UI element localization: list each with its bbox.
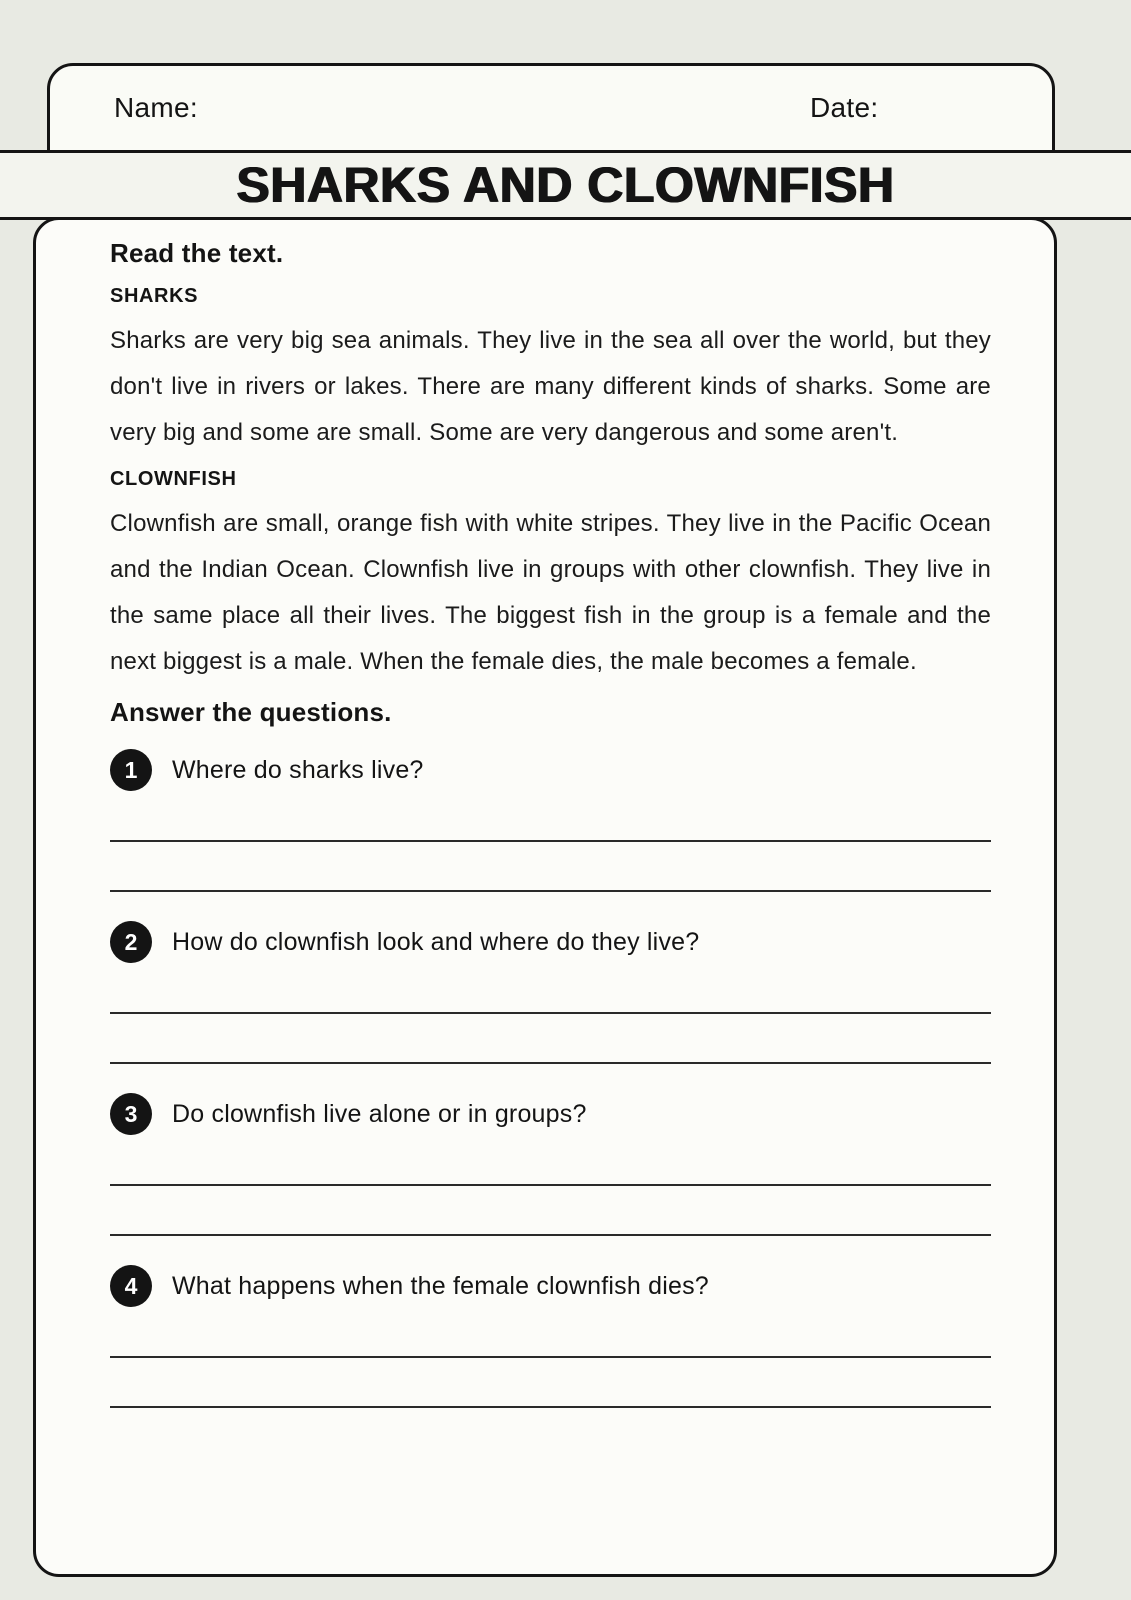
question-block-3 [110, 1092, 991, 1236]
question-2-row [110, 920, 991, 964]
question-2-text: How do clownfish look and where do they live? [172, 927, 700, 956]
answer-line [110, 1014, 991, 1064]
question-3-number-badge: 3 [110, 1093, 152, 1135]
worksheet-title: SHARKS AND CLOWNFISH [236, 157, 895, 213]
question-4-number-badge: 4 [110, 1265, 152, 1307]
section-heading-clownfish: CLOWNFISH [110, 468, 237, 490]
content-area [36, 220, 1054, 1408]
question-1-row [110, 748, 991, 792]
section-heading-sharks: SHARKS [110, 285, 199, 307]
answer-line [110, 1358, 991, 1408]
answer-line [110, 964, 991, 1014]
question-block-2 [110, 920, 991, 1064]
content-panel [33, 217, 1057, 1577]
question-1-number-badge: 1 [110, 749, 152, 791]
question-3-row [110, 1092, 991, 1136]
sharks-paragraph: Sharks are very big sea animals. They live in the sea all over the world, but they don't live in rivers or lakes. There are many different kinds of sharks. Some are very big and some are small. Some are very dangerous and some aren't. [110, 327, 991, 446]
answer-line [110, 792, 991, 842]
question-block-4 [110, 1264, 991, 1408]
answer-line [110, 1308, 991, 1358]
question-4-text: What happens when the female clownfish dies? [172, 1271, 709, 1300]
title-banner [0, 150, 1131, 220]
question-3-text: Do clownfish live alone or in groups? [172, 1099, 587, 1128]
answer-line [110, 1136, 991, 1186]
question-block-1 [110, 748, 991, 892]
question-1-text: Where do sharks live? [172, 755, 424, 784]
question-2-number-badge: 2 [110, 921, 152, 963]
question-4-row [110, 1264, 991, 1308]
read-instruction: Read the text. [110, 238, 284, 268]
date-label: Date: [810, 92, 879, 123]
answer-instruction: Answer the questions. [110, 697, 392, 727]
answer-line [110, 842, 991, 892]
clownfish-paragraph: Clownfish are small, orange fish with white stripes. They live in the Pacific Ocean and the Indian Ocean. Clownfish live in groups with other clownfish. They live in the same place all their lives. The biggest fish in the group is a female and the next biggest is a male. When the female dies, the male becomes a female. [110, 510, 991, 675]
name-label: Name: [114, 92, 198, 123]
answer-line [110, 1186, 991, 1236]
